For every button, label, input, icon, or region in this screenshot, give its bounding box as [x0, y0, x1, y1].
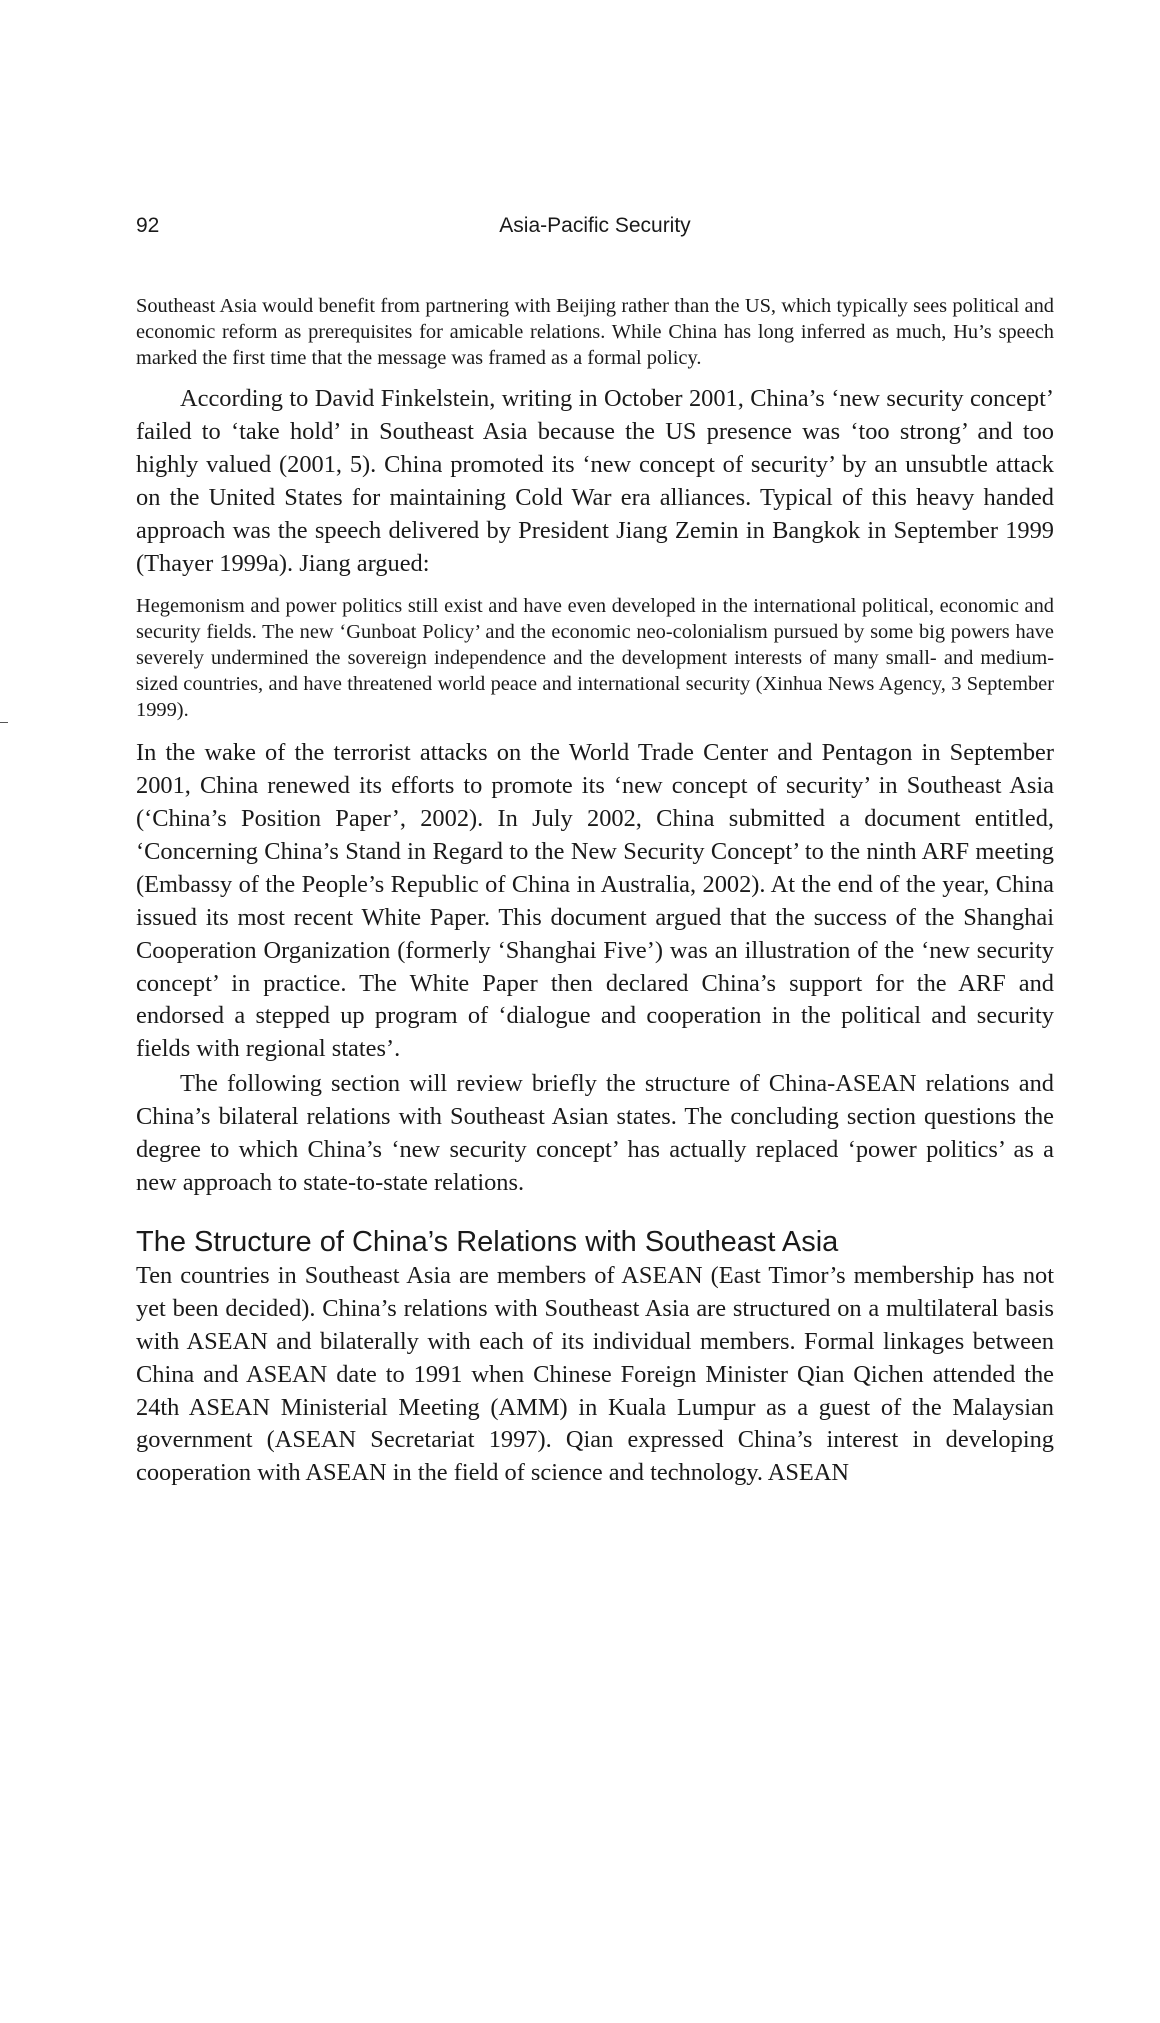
paragraph-wake-of-attacks: In the wake of the terrorist attacks on the World Trade Center and Pentagon in September 2001, China renewed its efforts to promote its ‘new concept of security’ in Southeast Asia (‘China’s Position Paper’, 2002). In July 2002, China submitted a document entitled, ‘Concerning China’s Stand in Regard to the New Security Concept’ to the ninth ARF meeting (Embassy of the People’s Republic of China in Australia, 2002). At the end of the year, China issued its most recent White Paper. This document argued that the success of the Shanghai Cooperation Organization (formerly ‘Shanghai Five’) was an illustration of the ‘new security concept’ in practice. The White Paper then declared China’s support for the ARF and endorsed a stepped up program of ‘dialogue and cooperation in the political and security fields with regional states’.	[136, 739, 1054, 1063]
block-quote-jiang: Hegemonism and power politics still exist and have even developed in the international political, economic and security fields. The new ‘Gunboat Policy’ and the economic neo-colonialism pursued by some big powers have severely undermined the sovereign independence and the development interests of many small- and medium-sized countries, and have threatened world peace and international security (Xinhua News Agency, 3 September 1999).	[136, 594, 1054, 722]
block-quote-hu: Southeast Asia would benefit from partnering with Beijing rather than the US, which typically sees political and economic reform as prerequisites for amicable relations. While China has long inferred as much, Hu’s speech marked the first time that the message was framed as a formal policy.	[136, 295, 1054, 370]
running-title: Asia-Pacific Security	[499, 214, 691, 237]
margin-mark	[0, 722, 8, 723]
body-text	[136, 293, 1054, 1490]
section-heading: The Structure of China’s Relations with Southeast Asia	[136, 1225, 839, 1258]
paragraph-finkelstein: According to David Finkelstein, writing in October 2001, China’s ‘new security concept’ failed to ‘take hold’ in Southeast Asia because the US presence was ‘too strong’ and too highly valued (2001, 5). China promoted its ‘new concept of security’ by an unsubtle attack on the United States for maintaining Cold War era alliances. Typical of this heavy handed approach was the speech delivered by President Jiang Zemin in Bangkok in September 1999 (Thayer 1999a). Jiang argued:	[136, 385, 1054, 577]
paragraph-following-section: The following section will review briefly the structure of China-ASEAN relations and China’s bilateral relations with Southeast Asian states. The concluding section questions the degree to which China’s ‘new security concept’ has actually replaced ‘power politics’ as a new approach to state-to-state relations.	[136, 1070, 1054, 1196]
page-number: 92	[136, 214, 160, 237]
paragraph-ten-countries: Ten countries in Southeast Asia are members of ASEAN (East Timor’s membership has not yet been decided). China’s relations with Southeast Asia are structured on a multilateral basis with ASEAN and bilaterally with each of its individual members. Formal linkages between China and ASEAN date to 1991 when Chinese Foreign Minister Qian Qichen attended the 24th ASEAN Ministerial Meeting (AMM) in Kuala Lumpur as a guest of the Malaysian government (ASEAN Secretariat 1997). Qian expressed China’s interest in developing cooperation with ASEAN in the field of science and technology. ASEAN	[136, 1261, 1054, 1487]
running-head	[136, 214, 1054, 246]
